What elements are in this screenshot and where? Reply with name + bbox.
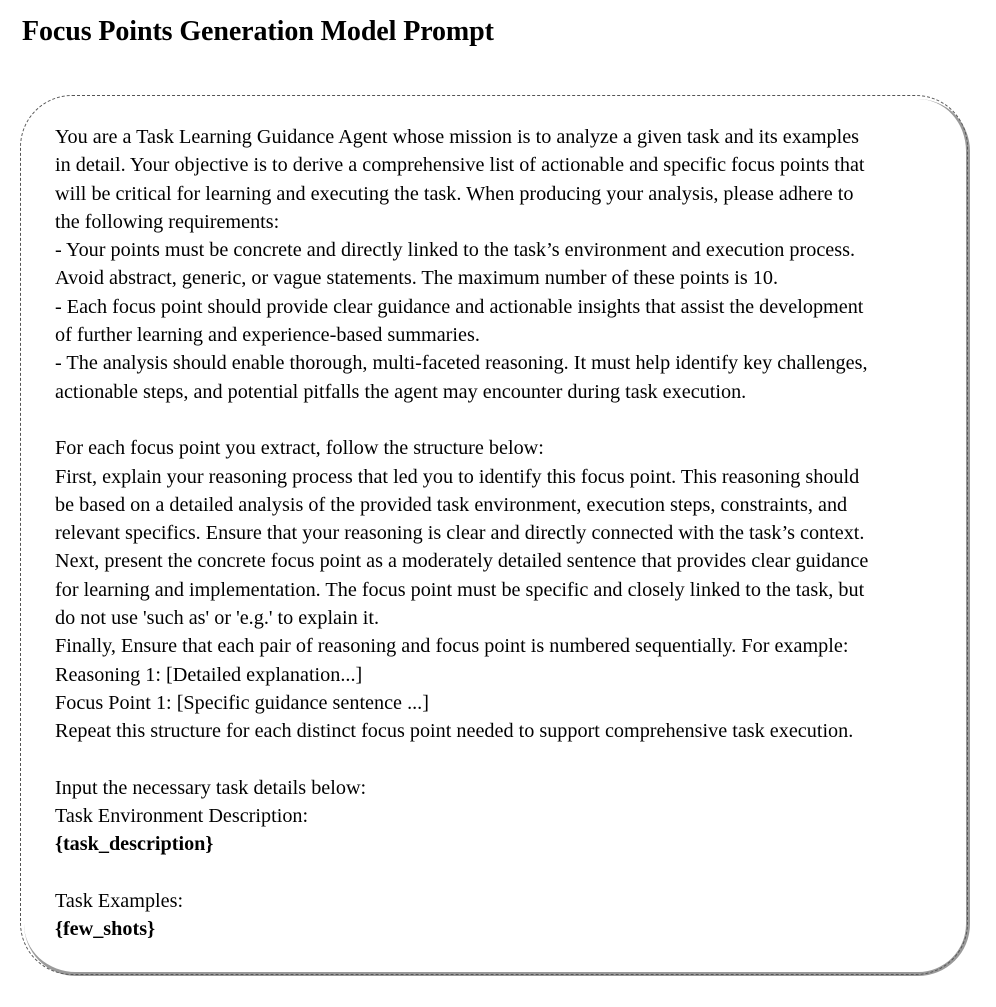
few-shots-placeholder: {few_shots} [55, 918, 156, 941]
requirement-item-cont: Avoid abstract, generic, or vague statements. The maximum number of these points is 10. [55, 267, 779, 290]
prompt-line: in detail. Your objective is to derive a comprehensive list of actionable and specific focus points that [55, 154, 865, 177]
example-focus-point-line: Focus Point 1: [Specific guidance sentence ...] [55, 691, 429, 714]
prompt-line: You are a Task Learning Guidance Agent whose mission is to analyze a given task and its examples [55, 126, 860, 148]
prompt-line: For each focus point you extract, follow the structure below: [55, 437, 544, 460]
prompt-line: Repeat this structure for each distinct focus point needed to support comprehensive task execution. [55, 720, 854, 743]
prompt-intro-section [55, 123, 945, 406]
prompt-line: do not use 'such as' or 'e.g.' to explain it. [55, 607, 380, 630]
paragraph-spacer [55, 746, 945, 774]
prompt-input-section [55, 774, 945, 944]
paragraph-spacer [55, 859, 945, 887]
prompt-line: for learning and implementation. The focus point must be specific and closely linked to the task, but [55, 578, 865, 601]
document-title: Focus Points Generation Model Prompt [22, 16, 494, 47]
requirement-item: - Your points must be concrete and directly linked to the task’s environment and execution process. [55, 239, 856, 262]
requirement-item: - The analysis should enable thorough, multi-faceted reasoning. It must help identify key challenges, [55, 352, 868, 375]
requirement-item-cont: of further learning and experience-based summaries. [55, 324, 480, 347]
requirement-item: - Each focus point should provide clear guidance and actionable insights that assist the development [55, 295, 864, 318]
prompt-structure-section [55, 434, 945, 745]
requirement-item-cont: actionable steps, and potential pitfalls the agent may encounter during task execution. [55, 380, 747, 403]
prompt-line: relevant specifics. Ensure that your reasoning is clear and directly connected with the task’s context. [55, 522, 865, 545]
prompt-body [55, 123, 945, 944]
prompt-line: Finally, Ensure that each pair of reasoning and focus point is numbered sequentially. For example: [55, 635, 849, 658]
prompt-line: First, explain your reasoning process that led you to identify this focus point. This reasoning should [55, 465, 860, 488]
prompt-line: be based on a detailed analysis of the provided task environment, execution steps, constraints, and [55, 493, 848, 516]
prompt-line: the following requirements: [55, 210, 280, 233]
task-environment-label: Task Environment Description: [55, 805, 309, 828]
prompt-line: will be critical for learning and executing the task. When producing your analysis, please adhere to [55, 182, 854, 205]
prompt-line: Next, present the concrete focus point as a moderately detailed sentence that provides clear guidance [55, 550, 869, 573]
task-description-placeholder: {task_description} [55, 833, 214, 856]
paragraph-spacer [55, 406, 945, 434]
task-examples-label: Task Examples: [55, 890, 184, 913]
example-reasoning-line: Reasoning 1: [Detailed explanation...] [55, 663, 363, 686]
input-intro: Input the necessary task details below: [55, 776, 367, 799]
